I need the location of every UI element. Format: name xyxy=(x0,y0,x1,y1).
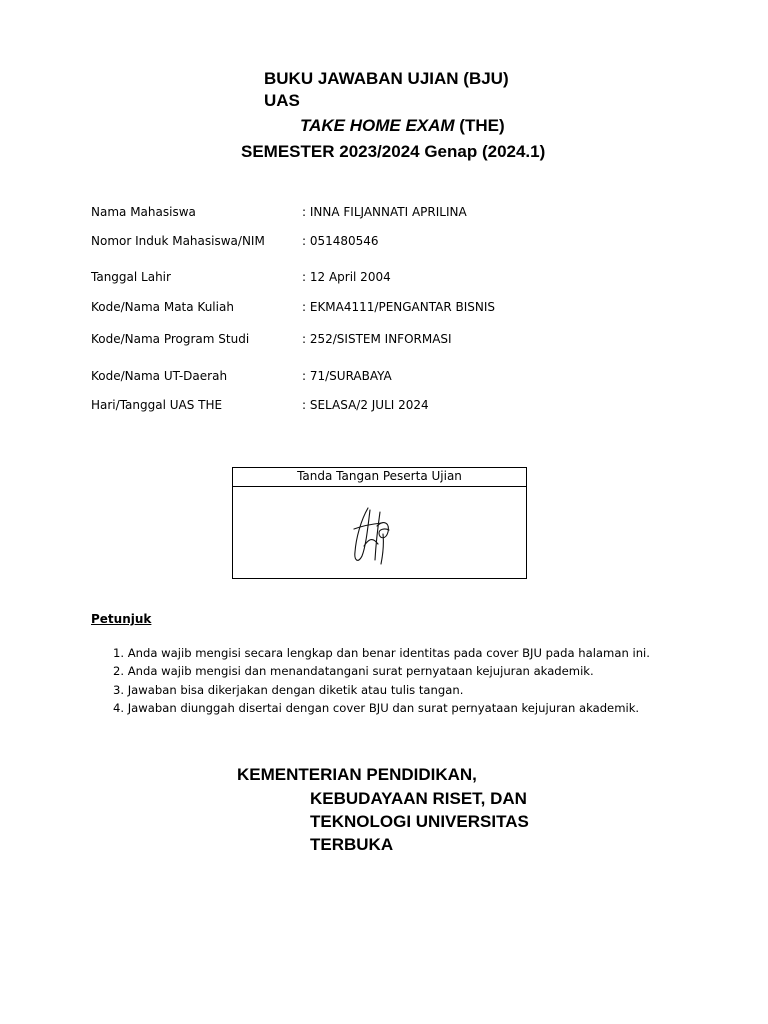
identity-value: : 252/SISTEM INFORMASI xyxy=(302,332,452,346)
footer-line-2: KEBUDAYAAN RISET, DAN xyxy=(310,789,527,808)
identity-label: Hari/Tanggal UAS THE xyxy=(91,398,223,412)
identity-value: : 71/SURABAYA xyxy=(302,369,392,383)
identity-value: : INNA FILJANNATI APRILINA xyxy=(302,205,467,219)
petunjuk-heading: Petunjuk xyxy=(91,612,152,626)
take-home-exam-text: TAKE HOME EXAM xyxy=(300,116,455,135)
footer-line-3: TEKNOLOGI UNIVERSITAS xyxy=(310,812,529,831)
semester-title: SEMESTER 2023/2024 Genap (2024.1) xyxy=(241,142,546,161)
list-item: 2. Anda wajib mengisi dan menandatangani surat pernyataan kejujuran akademik. xyxy=(113,664,594,679)
petunjuk-list xyxy=(113,644,650,717)
identity-label: Tanggal Lahir xyxy=(91,270,171,284)
identity-label: Kode/Nama Mata Kuliah xyxy=(91,300,234,314)
list-item: 4. Jawaban diunggah disertai dengan cover BJU dan surat pernyataan kejujuran akademik. xyxy=(113,700,640,715)
identity-label: Kode/Nama UT-Daerah xyxy=(91,369,228,383)
the-text: (THE) xyxy=(454,116,505,135)
identity-label: Nama Mahasiswa xyxy=(91,205,196,219)
identity-value: : SELASA/2 JULI 2024 xyxy=(302,398,429,412)
identity-value: : 12 April 2004 xyxy=(302,270,391,284)
title-line-3 xyxy=(300,116,505,136)
title-line-2: UAS xyxy=(264,91,300,110)
handwritten-signature xyxy=(348,504,404,568)
signature-box xyxy=(232,467,527,579)
identity-value: : 051480546 xyxy=(302,234,379,248)
list-item: 1. Anda wajib mengisi secara lengkap dan benar identitas pada cover BJU pada halaman ini. xyxy=(113,646,650,660)
signature-header: Tanda Tangan Peserta Ujian xyxy=(233,468,526,487)
footer-line-4: TERBUKA xyxy=(310,835,394,854)
identity-value: : EKMA4111/PENGANTAR BISNIS xyxy=(302,300,496,314)
footer-line-1: KEMENTERIAN PENDIDIKAN, xyxy=(237,765,477,784)
list-item: 3. Jawaban bisa dikerjakan dengan diketik atau tulis tangan. xyxy=(113,682,464,697)
identity-label: Kode/Nama Program Studi xyxy=(91,332,250,346)
identity-label: Nomor Induk Mahasiswa/NIM xyxy=(91,234,265,248)
title-line-1: BUKU JAWABAN UJIAN (BJU) xyxy=(264,69,509,88)
